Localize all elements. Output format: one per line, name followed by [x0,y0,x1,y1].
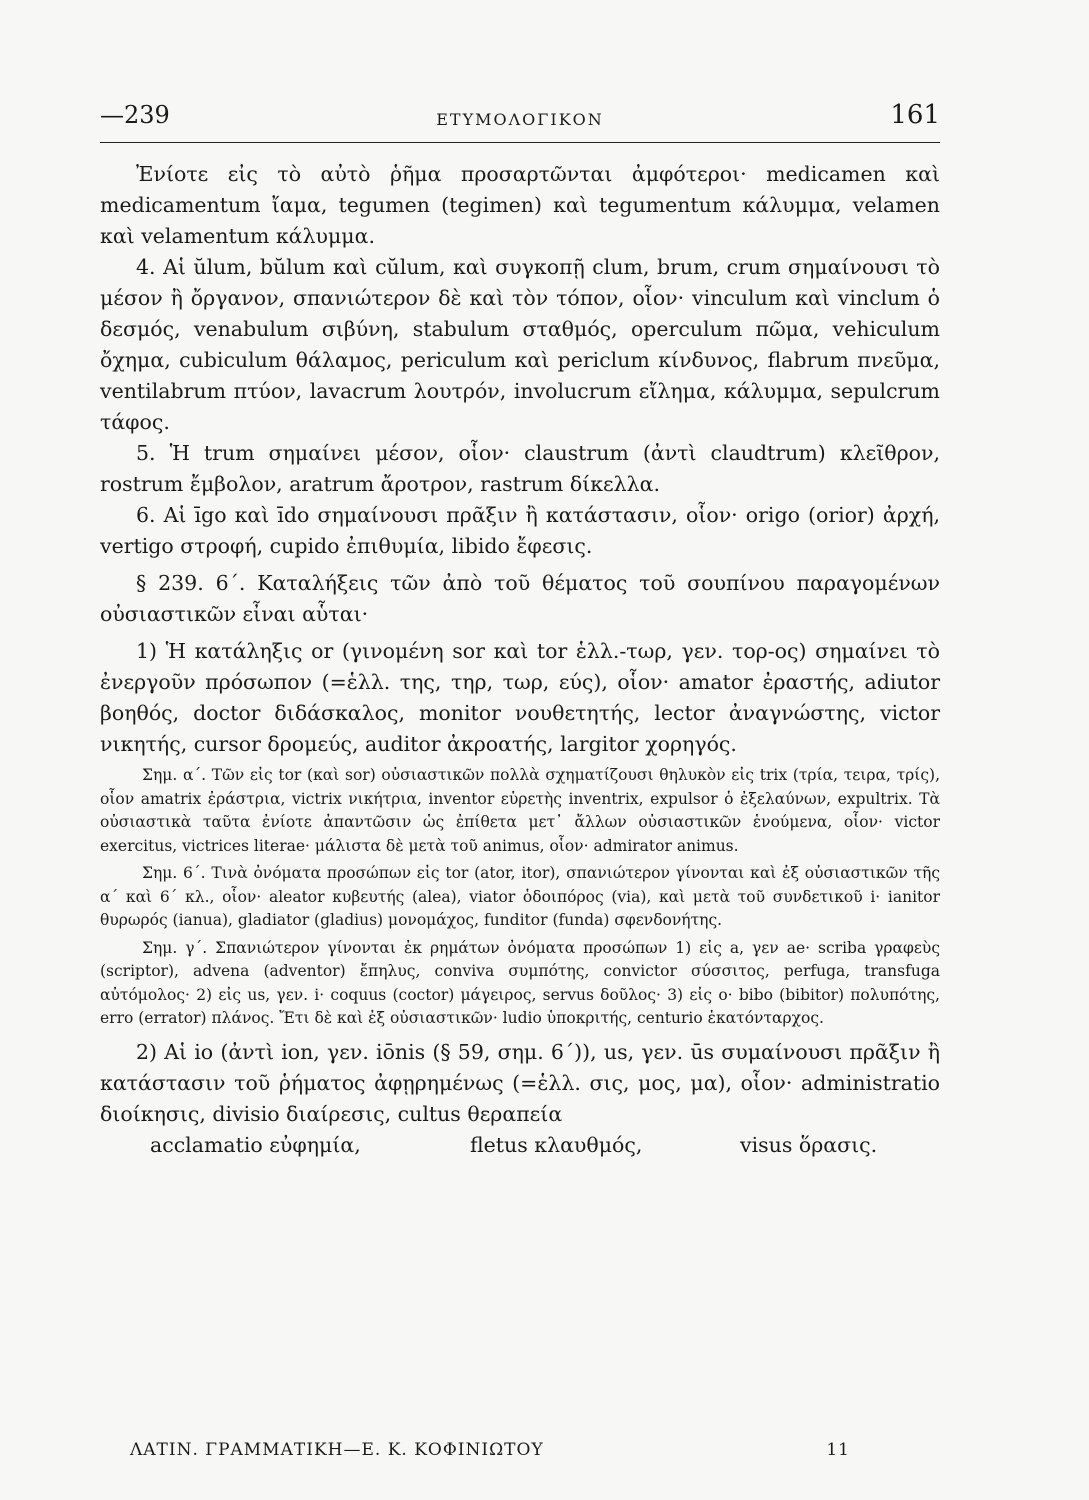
paragraph-6: 6. Αἱ īgo καὶ īdo σημαίνουσι πρᾶξιν ἢ κατάστασιν, οἷον· origo (orior) ἀρχή, vertigo στροφή, cupido ἐπιθυμία, libido ἔφεσις. [100,503,940,558]
paragraph-1: 1) Ἡ κατάληξις or (γινομένη sor καὶ tor ἑλλ.-τωρ, γεν. τορ-ος) σημαίνει τὸ ἐνεργοῦν πρόσωπον (=ἑλλ. της, τηρ, τωρ, εύς), οἷον· amator ἐραστής, adiutor βοηθός, doctor διδάσκαλος, monitor νουθετητής, lector ἀναγνώστης, victor νικητής, cursor δρομεύς, auditor ἀκροατής, largitor χορηγός. [100,639,940,756]
note-gamma: Σημ. γ΄. Σπανιώτερον γίνονται ἐκ ρημάτων ὀνόματα προσώπων 1) εἰς a, γεν ae· scriba γραφεὺς (scriptor), advena (adventor) ἔπηλυς, conviva συμπότης, convictor σύσσιτος, perfuga, transfuga αὐτόμολος· 2) εἰς us, γεν. i· coquus (coctor) μάγειρος, servus δοῦλος· 3) εἰς o· bibo (bibitor) πολυπότης, erro (errator) πλάνος. Ἔτι δὲ καὶ ἐξ οὐσιαστικῶν· ludio ὑποκριτής, centurio ἑκατόνταρχος. [100,938,940,1027]
example-fletus: fletus κλαυθμός, [470,1132,643,1157]
signature-mark: 11 [826,1440,850,1460]
paragraph-4: 4. Αἱ ŭlum, bŭlum καὶ cŭlum, καὶ συγκοπῇ clum, brum, crum σημαίνουσι τὸ μέσον ἢ ὄργανον, σπανιώτερον δὲ καὶ τὸν τόπον, οἷον· vinculum καὶ vinclum ὁ δεσμός, venabulum σιβύνη, stabulum σταθμός, operculum πῶμα, vehiculum ὄχημα, cubiculum θάλαμος, periculum καὶ periclum κίνδυνος, flabrum πνεῦμα, ventilabrum πτύον, lavacrum λουτρόν, involucrum εἴλημα, κάλυμμα, sepulcrum τάφος. [100,255,940,434]
note-beta: Σημ. 6΄. Τινὰ ὀνόματα προσώπων εἰς tor (ator, itor), σπανιώτερον γίνονται καὶ ἐξ οὐσιαστικῶν τῆς α΄ καὶ 6΄ κλ., οἷον· aleator κυβευτής (alea), viator ὁδοιπόρος (via), καὶ μετὰ τοῦ συνδετικοῦ i· ianitor θυρωρός (ianua), gladiator (gladius) μονομάχος, funditor (funda) σφενδονήτης. [100,864,940,929]
header-rule [100,142,940,143]
page-body [100,159,940,1161]
example-line [100,1130,940,1161]
footer-book-title: ΛΑΤΙΝ. ΓΡΑΜΜΑΤΙΚΗ—Ε. Κ. ΚΟΦΙΝΙΩΤΟΥ [130,1440,544,1460]
note-alpha: Σημ. α΄. Τῶν εἰς tor (καὶ sor) οὐσιαστικῶν πολλὰ σχηματίζουσι θηλυκὸν εἰς trix (τρία, τειρα, τρίς), οἷον amatrix ἐράστρια, victrix νικήτρια, inventor εὑρετὴς inventrix, expulsor ὁ ἐξελαύνων, expultrix. Τὰ οὐσιαστικὰ ταῦτα ἐνίοτε ἀπαντῶσιν ὡς ἐπίθετα μετ᾽ ἄλλων οὐσιαστικῶν ἑνούμενα, οἷον· victor exercitus, victrices literae· μάλιστα δὲ μετὰ τοῦ animus, οἷον· admirator animus. [100,766,940,855]
page-number: 161 [890,100,940,130]
section-heading: § 239. 6΄. Καταλήξεις τῶν ἀπὸ τοῦ θέματος τοῦ σουπίνου παραγομένων οὐσιαστικῶν εἶναι αὗται· [100,571,940,626]
paragraph-5: 5. Ἡ trum σημαίνει μέσον, οἷον· claustrum (ἀντὶ claudtrum) κλεῖθρον, rostrum ἔμβολον, aratrum ἄροτρον, rastrum δίκελλα. [100,441,940,496]
example-visus: visus ὅρασις. [740,1132,878,1157]
running-title: ΕΤΥΜΟΛΟΓΙΚΟΝ [436,110,604,129]
paragraph-2: 2) Αἱ io (ἀντὶ ion, γεν. iōnis (§ 59, σημ. 6΄)), us, γεν. ūs συμαίνουσι πρᾶξιν ἢ κατάστασιν τοῦ ῥήματος ἀφῃρημένως (=ἑλλ. σις, μος, μα), οἷον· administratio διοίκησις, divisio διαίρεσις, cultus θεραπεία [100,1039,940,1126]
page [100,100,940,1161]
section-number: —239 [100,101,170,129]
paragraph-intro: Ἐνίοτε εἰς τὸ αὐτὸ ῥῆμα προσαρτῶνται ἀμφότεροι· medicamen καὶ medicamentum ἴαμα, tegumen (tegimen) καὶ tegumentum κάλυμμα, velamen καὶ velamentum κάλυμμα. [100,162,940,248]
page-footer [130,1440,850,1460]
page-header [100,100,940,140]
example-acclamatio: acclamatio εὐφημία, [150,1132,361,1157]
